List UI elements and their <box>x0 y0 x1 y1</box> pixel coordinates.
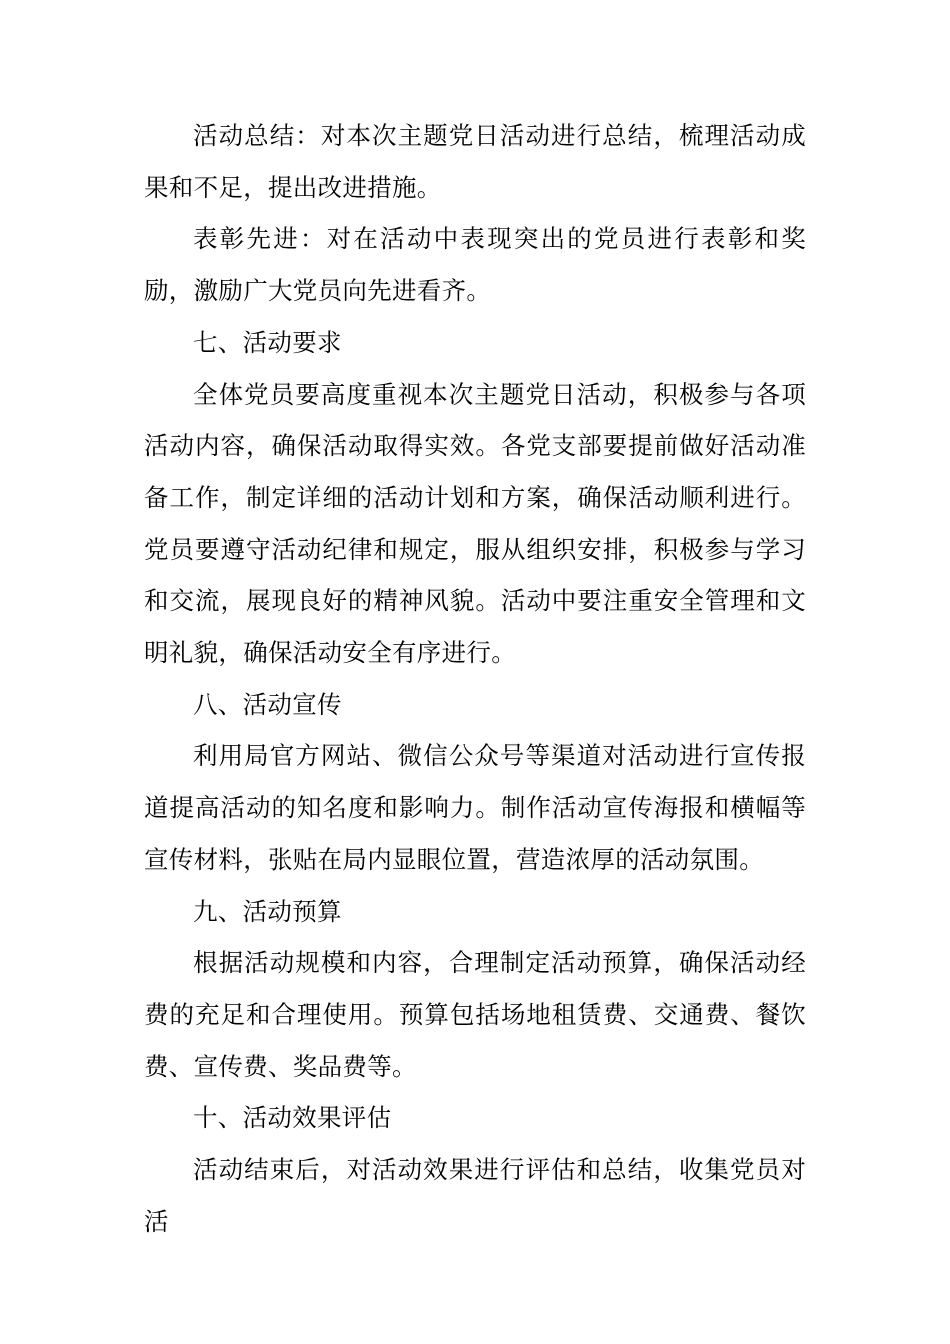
paragraph-budget: 根据活动规模和内容，合理制定活动预算，确保活动经费的充足和合理使用。预算包括场地租赁费、交通费、餐饮费、宣传费、奖品费等。 <box>144 948 806 1081</box>
section-heading-publicity: 八、活动宣传 <box>193 689 342 719</box>
document-page <box>144 110 806 1247</box>
paragraph-evaluation: 活动结束后，对活动效果进行评估和总结，收集党员对活 <box>144 1155 806 1236</box>
paragraph-requirements: 全体党员要高度重视本次主题党日活动，积极参与各项活动内容，确保活动取得实效。各党支部要提前做好活动准备工作，制定详细的活动计划和方案，确保活动顺利进行。党员要遵守活动纪律和规定，服从组织安排，积极参与学习和交流，展现良好的精神风貌。活动中要注重安全管理和文明礼貌，确保活动安全有序进行。 <box>144 379 806 668</box>
section-heading-budget: 九、活动预算 <box>193 896 342 926</box>
paragraph-publicity: 利用局官方网站、微信公众号等渠道对活动进行宣传报道提高活动的知名度和影响力。制作活动宣传海报和横幅等宣传材料，张贴在局内显眼位置，营造浓厚的活动氛围。 <box>144 741 806 874</box>
paragraph-commend-advanced: 表彰先进：对在活动中表现突出的党员进行表彰和奖励，激励广大党员向先进看齐。 <box>144 224 806 306</box>
section-heading-requirements: 七、活动要求 <box>193 327 342 357</box>
paragraph-activity-summary: 活动总结：对本次主题党日活动进行总结，梳理活动成果和不足，提出改进措施。 <box>144 121 806 202</box>
section-heading-evaluation: 十、活动效果评估 <box>193 1103 392 1133</box>
